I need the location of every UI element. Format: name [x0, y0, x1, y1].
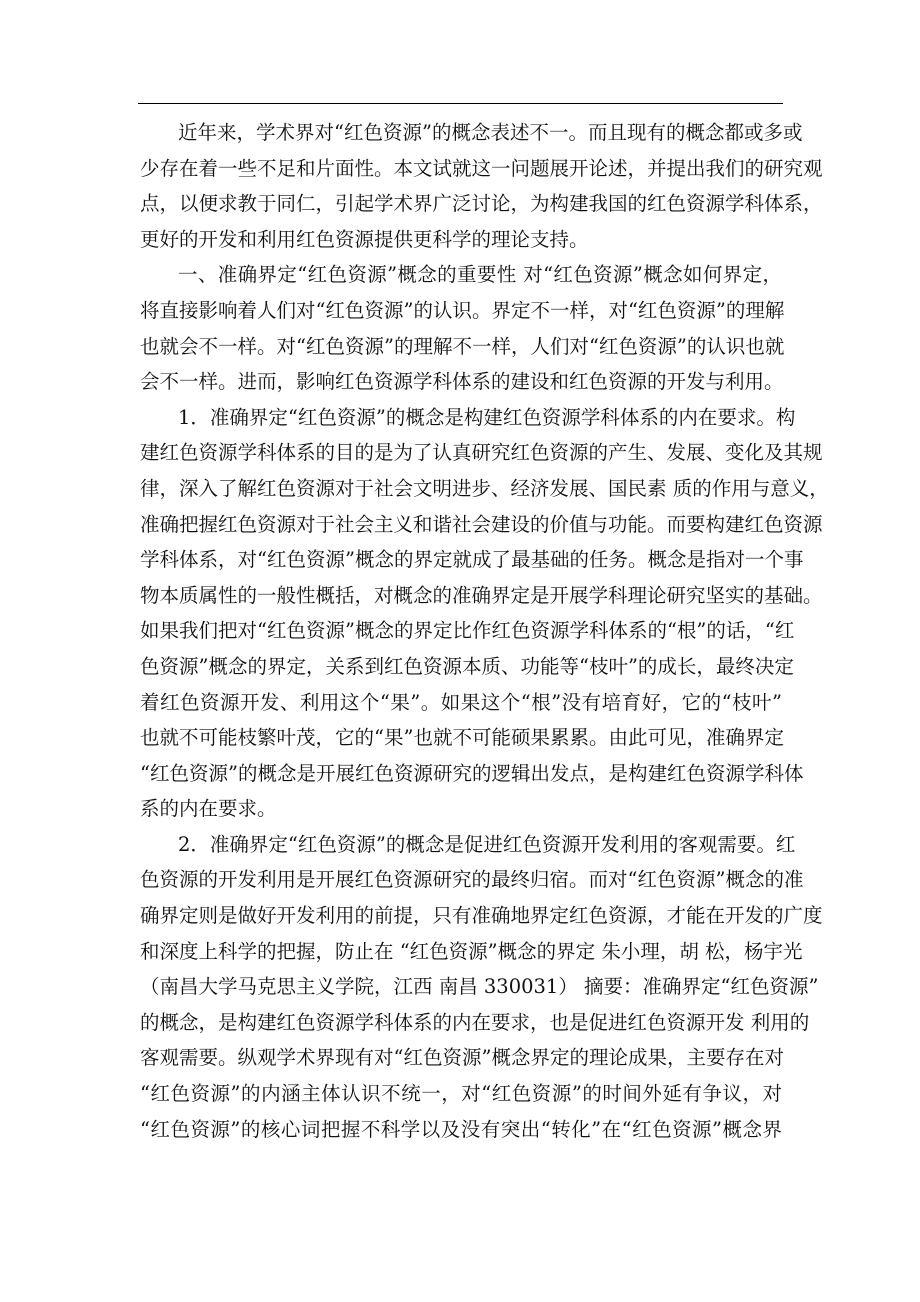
header-rule [138, 103, 783, 104]
paragraph [140, 827, 823, 1147]
text-line: 学科体系，对“红色资源”概念的界定就成了最基础的任务。概念是指对一个事 [140, 548, 804, 572]
text-line: 律，深入了解红色资源对于社会文明进步、经济发展、国民素 质的作用与意义， [140, 476, 829, 500]
text-line: 色资源”概念的界定，关系到红色资源本质、功能等“枝叶”的成长，最终决定 [140, 654, 794, 678]
paragraph [140, 115, 823, 257]
text-line: 更好的开发和利用红色资源提供更科学的理论支持。 [140, 227, 589, 251]
text-line: 2．准确界定“红色资源”的概念是促进红色资源开发利用的客观需要。红 [178, 832, 796, 856]
text-line: “红色资源”的核心词把握不科学以及没有突出“转化”在“红色资源”概念界 [140, 1117, 782, 1141]
text-line: 客观需要。纵观学术界现有对“红色资源”概念界定的理论成果，主要存在对 [140, 1046, 784, 1070]
text-line: 也就不可能枝繁叶茂，它的“果”也就不可能硕果累累。由此可见，准确界定 [140, 726, 784, 750]
text-line: 如果我们把对“红色资源”概念的界定比作红色资源学科体系的“根”的话，“红 [140, 619, 795, 643]
paragraph [140, 400, 829, 827]
text-line: 的概念，是构建红色资源学科体系的内在要求，也是促进红色资源开发 利用的 [140, 1010, 810, 1034]
text-line: 一、准确界定“红色资源”概念的重要性 对“红色资源”概念如何界定， [178, 263, 782, 287]
text-line: 和深度上科学的把握，防止在 “红色资源”概念的界定 朱小理，胡 松，杨宇光 [140, 939, 803, 963]
text-line: “红色资源”的概念是开展红色资源研究的逻辑出发点，是构建红色资源学科体 [140, 761, 804, 785]
text-line: 也就会不一样。对“红色资源”的理解不一样，人们对“红色资源”的认识也就 [140, 334, 785, 358]
text-line: 将直接影响着人们对“红色资源”的认识。界定不一样，对“红色资源”的理解 [140, 298, 785, 322]
article-body [140, 115, 829, 1147]
text-line: “红色资源”的内涵主体认识不统一，对“红色资源”的时间外延有争议，对 [140, 1082, 782, 1106]
paragraph [140, 257, 785, 399]
text-line: 1．准确界定“红色资源”的概念是构建红色资源学科体系的内在要求。构 [178, 405, 796, 429]
text-line: 色资源的开发利用是开展红色资源研究的最终归宿。而对“红色资源”概念的准 [140, 868, 804, 892]
text-line: 建红色资源学科体系的目的是为了认真研究红色资源的产生、发展、变化及其规 [140, 441, 823, 465]
text-line: 系的内在要求。 [140, 797, 277, 821]
text-line: 点，以便求教于同仁，引起学术界广泛讨论，为构建我国的红色资源学科体系， [140, 192, 823, 216]
text-line: 着红色资源开发、利用这个“果”。如果这个“根”没有培育好，它的“枝叶” [140, 690, 782, 714]
text-line: 准确把握红色资源对于社会主义和谐社会建设的价值与功能。而要构建红色资源 [140, 512, 823, 536]
text-line: 会不一样。进而，影响红色资源学科体系的建设和红色资源的开发与利用。 [140, 370, 784, 394]
text-line: 确界定则是做好开发利用的前提，只有准确地界定红色资源，才能在开发的广度 [140, 904, 823, 928]
text-line: 物本质属性的一般性概括，对概念的准确界定是开展学科理论研究坚实的基础。 [140, 583, 823, 607]
text-line: （南昌大学马克思主义学院，江西 南昌 330031） 摘要：准确界定“红色资源” [140, 975, 819, 999]
text-line: 少存在着一些不足和片面性。本文试就这一问题展开论述，并提出我们的研究观 [140, 156, 823, 180]
text-line: 近年来，学术界对“红色资源”的概念表述不一。而且现有的概念都或多或 [178, 121, 803, 144]
